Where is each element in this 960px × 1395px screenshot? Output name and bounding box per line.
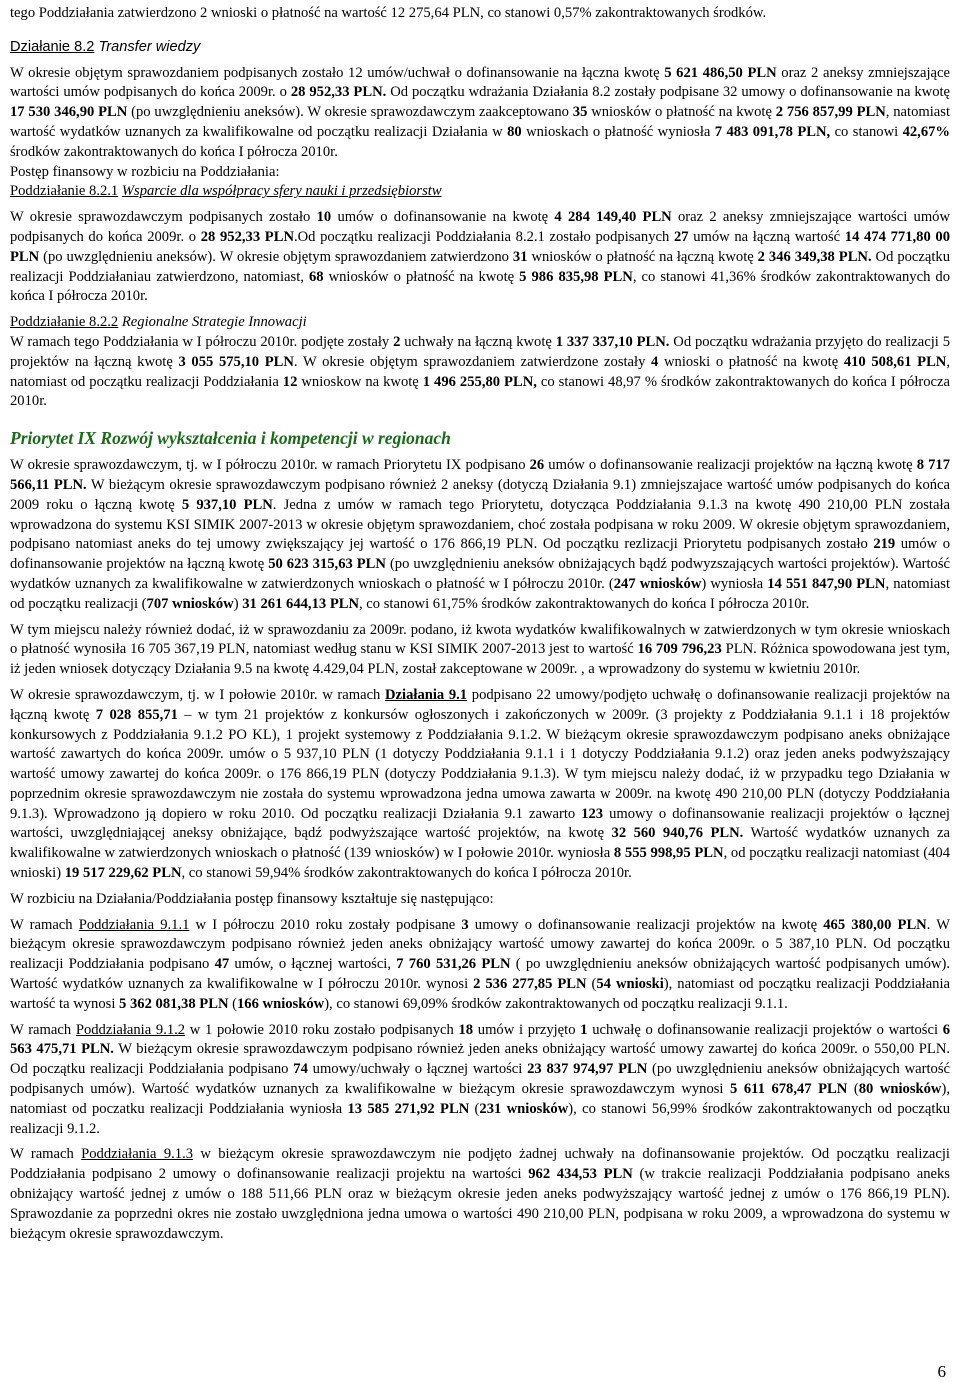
- count: 231 wniosków: [479, 1100, 569, 1117]
- text: W okresie objętym sprawozdaniem podpisanych zostało 12 umów/uchwał o dofinansowanie na łączna kwotę: [10, 64, 665, 81]
- text: ), co stanowi 56,99% środków zakontraktowanych od początku realizacji 9.1.2.: [10, 1100, 950, 1137]
- text: uchwały na łączną kwotę: [400, 333, 556, 350]
- amount: 13 585 271,92 PLN: [347, 1100, 470, 1117]
- count: 166 wniosków: [237, 995, 325, 1012]
- sub-821-label: Poddziałanie 8.2.1: [10, 183, 119, 200]
- amount: 31 261 644,13 PLN: [242, 595, 359, 612]
- sub-821-heading: [10, 182, 950, 202]
- text: co stanowi 48,97 % środków zakontraktowanych do końca I półrocza 2010r.: [10, 373, 950, 410]
- text: wnioskow na kwotę: [297, 373, 423, 390]
- document-page: [10, 4, 950, 1244]
- text: umów o dofinansowanie realizacji projektów na łączną kwotę: [544, 457, 917, 474]
- amount: 2 346 349,38 PLN.: [757, 248, 872, 265]
- text: wniosków o płatność na łączną kwotę: [527, 248, 758, 265]
- text: (: [847, 1081, 859, 1098]
- text: ): [233, 595, 243, 612]
- text: podpisano 22 umowy/podjęto uchwałę o dofinansowanie realizacji projektów na łączną kwotę: [10, 686, 950, 723]
- count: 18: [458, 1021, 474, 1038]
- text: ( po uwzględnieniu aneksów obniżających wartość podpisanych umów). Wartość wydatków uznanych za kwalifikowalne w I półroczu 2010r. wynosi: [10, 956, 950, 993]
- text: umów na łączną wartość: [688, 228, 845, 245]
- text: w I półroczu 2010 roku zostały podpisane: [189, 916, 462, 933]
- amount: 1 496 255,80 PLN,: [422, 373, 537, 390]
- text: oraz 2 aneksy zmniejszające wartości umów podpisanych do końca 2009r. o: [10, 64, 950, 101]
- amount: 465 380,00 PLN: [823, 916, 927, 933]
- sub-912-paragraph: [10, 1021, 950, 1140]
- amount: 17 530 346,90 PLN: [10, 104, 128, 121]
- text: umowy o dofinansowanie realizacji projektów o łącznej wartości, uwzględniającej aneksy obniżające, bądź podwyższające wartość projektów, na kwotę: [10, 805, 950, 842]
- text: , co stanowi 61,75% środków zakontraktowanych do końca I półrocza 2010r.: [359, 595, 810, 612]
- text: (: [469, 1100, 480, 1117]
- amount: 32 560 940,76 PLN.: [611, 825, 744, 842]
- text: w 1 połowie 2010 roku zostało podpisanych: [185, 1021, 459, 1038]
- text: W ramach: [10, 916, 79, 933]
- text: wniosków o płatność na kwotę: [323, 268, 520, 285]
- text: W rozbiciu na Działania/Poddziałania postęp finansowy kształtuje się następująco:: [10, 890, 494, 907]
- amount: 410 508,61 PLN: [843, 353, 947, 370]
- count: 74: [293, 1061, 308, 1078]
- sub-913-label: Poddziałania 9.1.3: [81, 1146, 194, 1163]
- text: (: [228, 995, 237, 1012]
- text: umów i przyjęto: [473, 1021, 581, 1038]
- text: W ramach: [10, 1146, 82, 1163]
- text: Postęp finansowy w rozbiciu na Poddziałania:: [10, 163, 280, 180]
- text: W tym miejscu należy również dodać, iż w sprawozdaniu za 2009r. podano, iż kwota wydatków kwalifikowalnych w zatwierdzonych w tym okresie wnioskach o płatność wynosiła 16 705 367,19 PLN, natomiast według stanu w KSI SIMIK 2007-2013 jest to wartość: [10, 621, 950, 658]
- amount: 5 937,10 PLN: [181, 496, 273, 513]
- sub-822-paragraph: [10, 333, 950, 412]
- text: W okresie sprawozdawczym podpisanych zostało: [10, 209, 317, 226]
- count: 80: [507, 123, 522, 140]
- action-91-label: Działania 9.1: [385, 686, 468, 703]
- text: . Jedna z umów w ramach tego Priorytetu, dotycząca Poddziałania 9.1.3 na kwotę 490 210,00 PLN została wprowadzona do systemu KSI SIMIK 2007-2013 w okresie objętym sprawozdaniem, choć została podpisana w roku 2009. W okresie objętym sprawozdaniem, podpisano natomiast aneks do tej umowy zwiększający jej wartość o 176 866,19 PLN. Od początku rezlizacji Priorytetu podpisanych zostało: [10, 496, 950, 553]
- text: Wartość wydatków uznanych za kwalifikowalne w zatwierdzonych wnioskach o płatność (139 wniosków) w I połowie 2010r. wyniosła: [10, 825, 950, 862]
- text: , natomiast od początku realizacji (: [10, 575, 950, 612]
- text: (po uwzględnieniu aneksów). W okresie sprawozdawczym zaakceptowano: [127, 104, 573, 121]
- section-heading-82: [10, 38, 950, 58]
- text: oraz 2 aneksy zmniejszające wartości umów podpisanych do końca 2009r. o: [10, 209, 951, 245]
- count: 54 wnioski: [596, 976, 664, 993]
- count: 3: [461, 916, 469, 933]
- priority-9-paragraph-4: [10, 890, 950, 910]
- sub-822-label: Poddziałanie 8.2.2: [10, 314, 119, 331]
- amount: 5 621 486,50 PLN: [664, 64, 777, 81]
- amount: 16 709 796,23: [637, 641, 722, 658]
- progress-line: [10, 163, 950, 183]
- text: W okresie sprawozdawczym, tj. w I półroczu 2010r. w ramach Priorytetu IX podpisano: [10, 457, 530, 474]
- amount: 7 028 855,71: [95, 706, 178, 723]
- amount: 5 611 678,47 PLN: [730, 1081, 848, 1098]
- amount: 14 551 847,90 PLN: [767, 575, 886, 592]
- count: 2: [393, 333, 401, 350]
- text: W bieżącym okresie sprawozdawczym podpisano również 2 aneksy (dotyczą Działania 9.1) zmniejszajace wartość umów podpisanych do końca 2009 roku o łączną kwotę: [10, 476, 951, 513]
- sub-822-heading: [10, 313, 950, 333]
- amount: 8 555 998,95 PLN: [613, 845, 724, 862]
- text: ), natomiast od początku realizacji Poddziałania wartość ta wynosi: [10, 976, 951, 1012]
- amount: 14 474 771,80 00 PLN: [10, 228, 951, 265]
- action-82-number: Działanie 8.2: [10, 38, 95, 55]
- text: PLN. Różnica spowodowana jest tym, iż jeden wniosek dotyczący Działania 9.5 na kwotę 4.429,04 PLN, został zakceptowane w 2009r. , a wprowadzony do systemu w kwietniu 2010r.: [10, 641, 951, 678]
- sub-821-title: Wsparcie dla współpracy sfery nauki i przedsiębiorstw: [121, 183, 442, 200]
- text: . W bieżącym okresie sprawozdawczym podpisano również jeden aneks obniżający wartość umowy zawartej do końca 2009r. o 5 387,10 PLN. Od początku realizacji Poddziałania podpisano: [10, 916, 951, 973]
- amount: 50 623 315,63 PLN: [268, 556, 386, 573]
- text: wniosków o płatność na kwotę: [587, 104, 776, 121]
- amount: 23 837 974,97 PLN: [527, 1061, 648, 1078]
- text: . W okresie objętym sprawozdaniem zatwierdzone zostały: [293, 353, 652, 370]
- text: W ramach: [10, 1021, 76, 1038]
- amount: 2 756 857,99 PLN: [775, 104, 886, 121]
- count: 27: [673, 228, 689, 245]
- amount: 3 055 575,10 PLN: [178, 353, 294, 370]
- count: 47: [214, 956, 230, 973]
- text: , co stanowi 41,36% środków zakontraktowanych do końca I półrocza 2010r.: [10, 268, 951, 305]
- amount: 6 563 475,71 PLN.: [10, 1021, 950, 1058]
- amount: 1 337 337,10 PLN.: [555, 333, 670, 350]
- text: , natomiast od początku realizacji Poddziałania: [10, 353, 950, 390]
- priority-9-heading: Priorytet IX Rozwój wykształcenia i kompetencji w regionach: [10, 428, 451, 449]
- amount: 7 760 531,26 PLN: [396, 956, 511, 973]
- text: , natomiast wartość wydatków uznanych za kwalifikowalne od początku realizacji Działania w: [10, 104, 951, 140]
- text: (po uwzględnieniu aneksów obniżających bądź podwyzszających wartości projektów). Wartość wydatków uznanych za kwalifikowalne w zatwierdzonych wnioskach o płatność w I półroczu 2010r. (: [10, 556, 951, 592]
- text: – w tym 21 projektów z konkursów ogłoszonych i zakończonych w 2009r. (3 projekty z Poddziałania 9.1.1 i 18 projektów konkursowych z Poddziałania 9.1.2 PO KL), 1 projekt systemowy z Poddziałania 9.1.2. W bieżącym okresie sprawozdawczym podpisano aneks obniżające wartość zawartych do końca 2009r. umów o 5 937,10 PLN (1 dotyczy Poddziałania 9.1.1 i 1 dotyczy Poddziałania 9.1.2) oraz jeden aneks podwyższający wartość umowy zawartej do końca 2009r. o 176 866,19 PLN (dotyczy Poddziałania 9.1.3). W tym miejscu należy dodać, iż w przypadku tego Działania w poprzednim okresie sprawozdawczym nie została do systemu wprowadzona jedna umowa zawarta w 2009r. na kwotę 490 210,00 PLN (dotyczy Poddziałania 9.1.3). Wprowadzono ją dopiero w roku 2010. Od początku realizacji Działania 9.1 zawarto: [10, 706, 951, 822]
- amount: 2 536 277,85 PLN: [473, 976, 587, 993]
- count: 1: [580, 1021, 588, 1038]
- text: umowy/uchwały o łącznej wartości: [307, 1061, 528, 1078]
- action-82-title: Transfer wiedzy: [98, 38, 201, 55]
- amount: 8 717 566,11 PLN.: [10, 457, 950, 493]
- text: (w trakcie realizacji Poddziałania podpisano aneks obniżający wartość jednej z umów o 188 511,66 PLN oraz w bieżącym okresie jeden aneks podwyższający wartość jednej z umów o 176 866,19 PLN). Sprawozdanie za poprzedni okres nie zostało uwzględniona jedna umowa o wartości 490 210,00 PLN, podpisana w roku 2009, a wprowadzona do systemu w bieżącym okresie sprawozdawczym.: [10, 1166, 950, 1242]
- amount: 7 483 091,78 PLN,: [714, 123, 831, 140]
- text: wnioskach o płatność wyniosła: [521, 123, 715, 140]
- sub-911-label: Poddziałania 9.1.1: [78, 916, 190, 933]
- text: umów, o łącznej wartości,: [229, 956, 397, 973]
- sub-911-paragraph: [10, 916, 950, 1015]
- text: umowy o dofinansowanie realizacji projektów na kwotę: [468, 916, 824, 933]
- amount: 19 517 229,62 PLN: [64, 865, 182, 882]
- sub-912-label: Poddziałania 9.1.2: [75, 1021, 186, 1038]
- amount: 4 284 149,40 PLN: [554, 209, 672, 226]
- text: W ramach tego Poddziałania w I półroczu 2010r. podjęte zostały: [10, 333, 394, 350]
- count: 80 wniosków: [858, 1081, 942, 1098]
- count: 31: [512, 248, 528, 265]
- count: 247 wniosków: [613, 575, 702, 592]
- text: wnioski o płatność na kwotę: [658, 353, 844, 370]
- text: , od początku realizacji natomiast (404 wnioski): [10, 845, 950, 882]
- text: co stanowi: [830, 123, 903, 140]
- text: (po uwzględnieniu aneksów obniżających wartość podpisanych umów). Wartość wydatków uznanych za kwalifikowalne w bieżącym okresie sprawozdawczym wynosi: [10, 1061, 950, 1098]
- count: 68: [308, 268, 324, 285]
- priority-9-paragraph-1: [10, 456, 950, 614]
- text: (: [586, 976, 597, 993]
- text: W okresie sprawozdawczym, tj. w I połowie 2010r. w ramach: [10, 686, 386, 703]
- count: 123: [581, 805, 604, 822]
- count: 10: [316, 209, 332, 226]
- text: uchwałę o dofinansowanie realizacji projektów o wartości: [587, 1021, 943, 1038]
- count: 219: [873, 536, 896, 553]
- amount: 5 362 081,38 PLN: [119, 995, 229, 1012]
- text: środków zakontraktowanych do końca I półrocza 2010r.: [10, 143, 338, 160]
- priority-9-paragraph-3: [10, 686, 950, 884]
- text: ), co stanowi 69,09% środków zakontraktowanych od początku realizacji 9.1.1.: [324, 995, 788, 1012]
- text: W bieżącym okresie sprawozdawczym podpisano również jeden aneks obniżający wartość umowy zawartej do końca 2009r. o 550,00 PLN. Od początku realizacji Poddziałania podpisano: [10, 1041, 951, 1078]
- count: 707 wniosków: [146, 595, 234, 612]
- amount: 5 986 835,98 PLN: [519, 268, 633, 285]
- sub-913-paragraph: [10, 1145, 950, 1244]
- count: 35: [572, 104, 588, 121]
- text: Od początku realizacji Poddziałaniau zatwierdzono, natomiast,: [10, 248, 950, 285]
- text: ) wyniosła: [701, 575, 768, 592]
- percent: 42,67%: [902, 123, 951, 140]
- amount: 28 952,33 PLN: [200, 228, 294, 245]
- action-82-paragraph: [10, 64, 950, 163]
- text: umów o dofinansowanie na kwotę: [331, 209, 555, 226]
- text: .Od początku realizacji Poddziałania 8.2.1 zostało podpisanych: [293, 228, 674, 245]
- text: Od początku wdrażania przyjęto do realizacji 5 projektów na łączną kwotę: [10, 333, 950, 370]
- text: ), natomiast od poczatku realizacji Poddziałania wyniosła: [10, 1081, 950, 1117]
- amount: 962 434,53 PLN: [528, 1166, 633, 1183]
- text: w bieżącym okresie sprawozdawczym nie podjęto żadnej uchwały na dofinansowanie projektów. Od początku realizacji Poddziałania podpisano 2 umowy o dofinansowanie realizacji projektu na wartości: [10, 1146, 950, 1183]
- page-number: 6: [937, 1362, 946, 1381]
- priority-9-paragraph-2: [10, 621, 950, 680]
- text: (po uwzględnieniu aneksów). W okresie objętym sprawozdaniem zatwierdzono: [39, 248, 513, 265]
- count: 4: [651, 353, 659, 370]
- text: umów o dofinansowanie projektów na łączną kwotę: [10, 536, 950, 573]
- count: 12: [282, 373, 298, 390]
- sub-822-title: Regionalne Strategie Innowacji: [121, 314, 307, 331]
- amount: 28 952,33 PLN.: [290, 84, 387, 101]
- sub-821-paragraph: [10, 208, 950, 307]
- text: Od początku wdrażania Działania 8.2 zostały podpisane 32 umowy o dofinansowanie na kwotę: [386, 84, 951, 101]
- intro-paragraph: [10, 4, 950, 24]
- text: , co stanowi 59,94% środków zakontraktowanych do końca I półrocza 2010r.: [181, 865, 632, 882]
- count: 26: [529, 457, 545, 474]
- intro-text: tego Poddziałania zatwierdzono 2 wnioski o płatność na wartość 12 275,64 PLN, co stanowi 0,57% zakontraktowanych środków.: [10, 5, 767, 21]
